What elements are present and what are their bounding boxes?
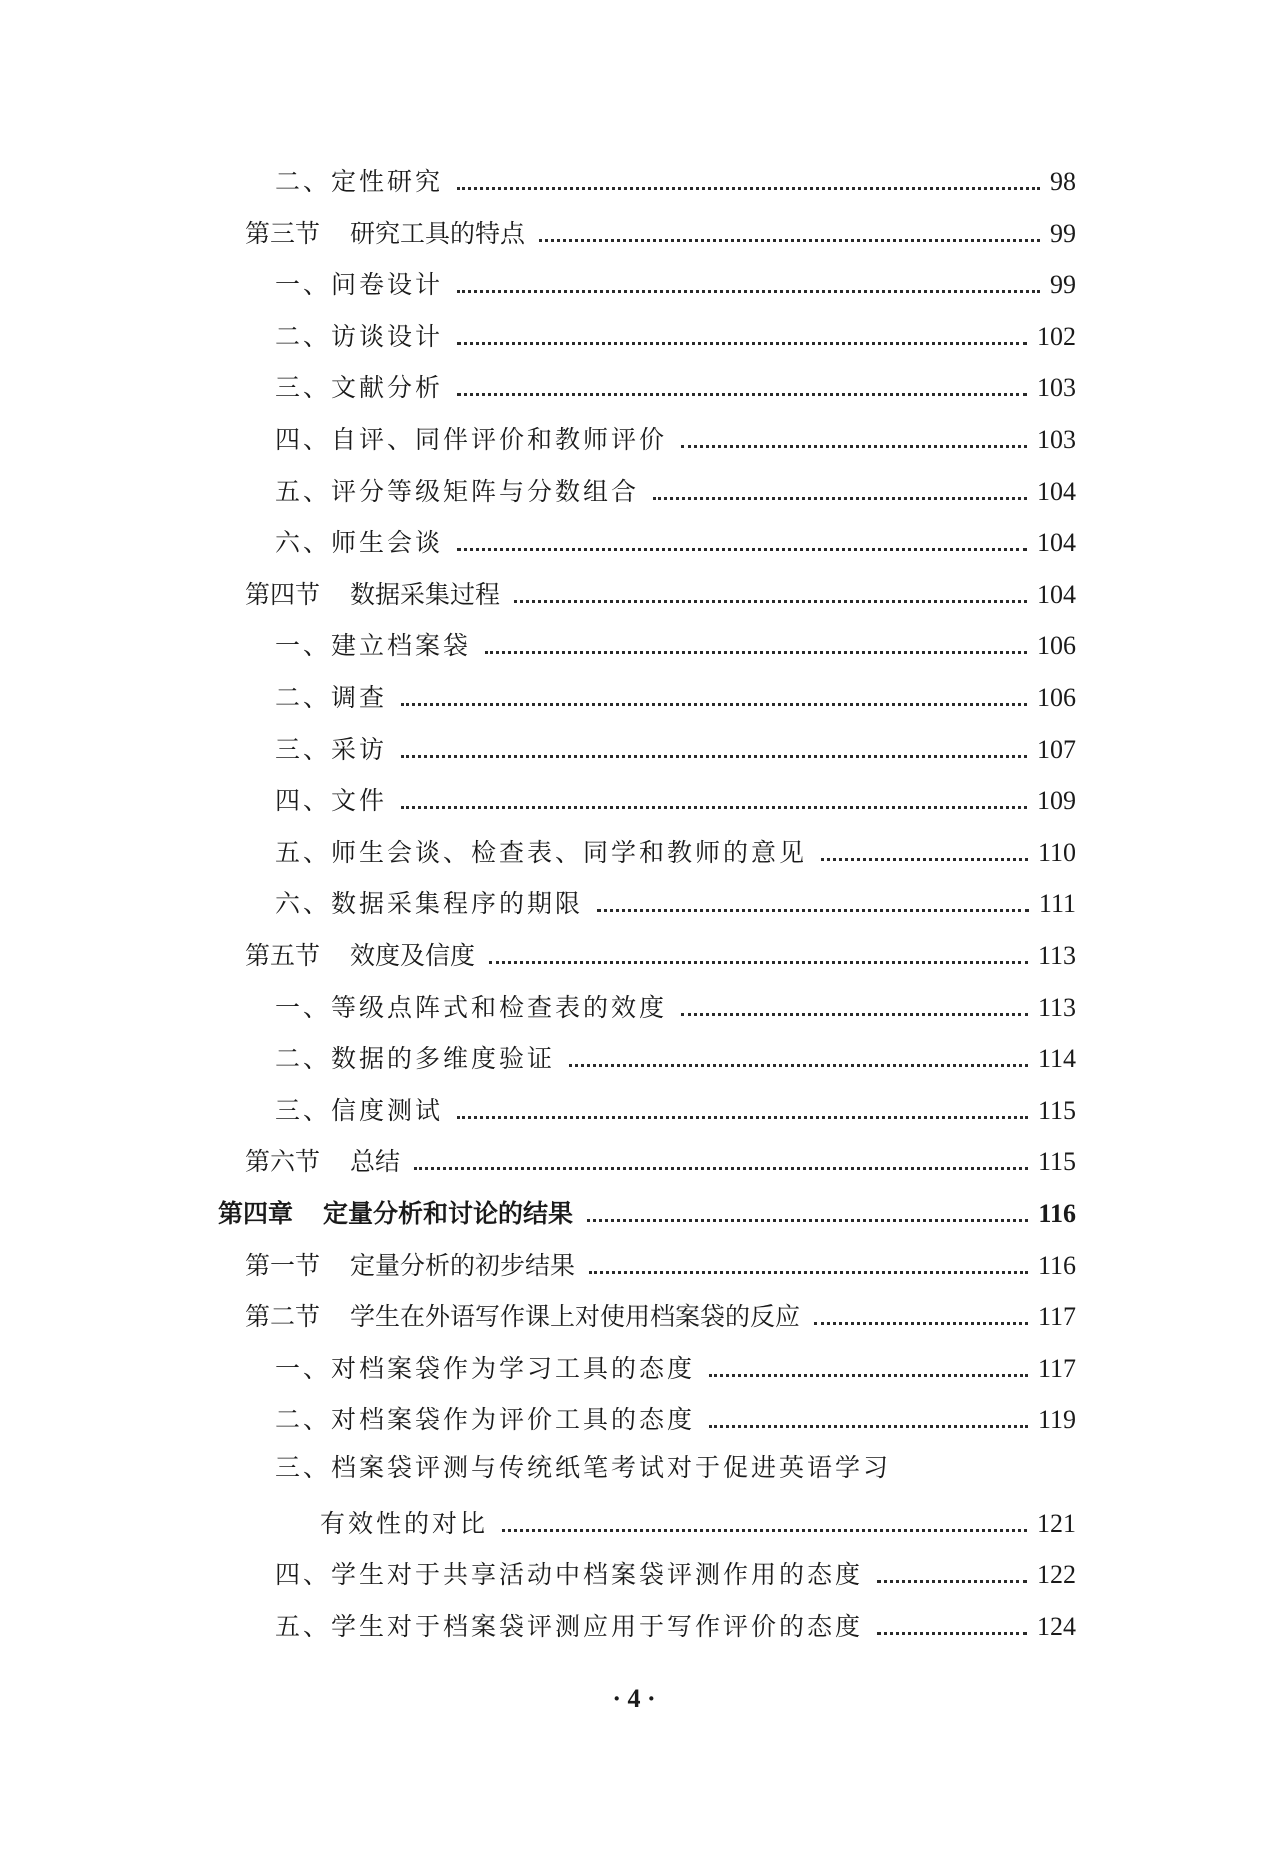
dot-leader [587,1219,1028,1222]
dot-leader [681,445,1027,448]
page-number: · 4 · [612,1684,656,1713]
toc-entry-item[interactable] [275,521,1076,561]
toc-entry-item[interactable] [275,1347,1076,1387]
toc-entry-number: 第五节 [245,941,321,970]
dot-leader [502,1529,1027,1532]
toc-entry-page: 117 [1037,1354,1076,1383]
dot-leader [681,1013,1028,1016]
dot-leader [539,239,1040,242]
toc-entry-label: 三、档案袋评测与传统纸笔考试对于促进英语学习 [275,1453,892,1482]
toc-entry-title: 总结 [350,1147,401,1176]
dot-leader [457,393,1027,396]
dot-leader [485,651,1027,654]
toc-entry-label: 一、问卷设计 [275,270,444,299]
toc-entry-page: 115 [1037,1147,1076,1176]
toc-entry-title: 定量分析和讨论的结果 [323,1199,574,1228]
dot-leader [457,187,1040,190]
dot-leader [401,755,1027,758]
dot-leader [569,1064,1028,1067]
toc-entry-item[interactable] [275,676,1076,716]
dot-leader [877,1632,1027,1635]
toc-entry-page: 116 [1038,1199,1076,1228]
toc-entry-heading [245,1144,400,1180]
toc-entry-page: 107 [1037,735,1076,764]
toc-entry-page: 113 [1037,941,1076,970]
toc-entry-label: 三、采访 [275,735,388,764]
toc-entry-label: 一、建立档案袋 [275,631,472,660]
toc-entry-item[interactable] [275,986,1076,1026]
toc-entry-page: 116 [1037,1251,1076,1280]
toc-entry-title: 效度及信度 [350,941,476,970]
toc-entry-label: 三、信度测试 [275,1096,444,1125]
toc-entry-page: 104 [1037,528,1076,557]
toc-entry-page: 122 [1037,1560,1076,1589]
toc-entry-section[interactable] [245,1244,1076,1284]
dot-leader [877,1580,1027,1583]
toc-entry-page: 106 [1037,683,1076,712]
dot-leader [597,909,1029,912]
toc-entry-heading [245,938,475,974]
toc-entry-heading [245,577,500,613]
toc-entry-item[interactable] [275,366,1076,406]
dot-leader [653,497,1027,500]
toc-entry-page: 106 [1037,631,1076,660]
toc-entry-label: 五、师生会谈、检查表、同学和教师的意见 [275,838,808,867]
toc-entry-section[interactable] [245,934,1076,974]
toc-entry-label: 二、对档案袋作为评价工具的态度 [275,1405,696,1434]
toc-entry-item[interactable] [275,315,1076,355]
toc-entry-label: 二、定性研究 [275,167,444,196]
dot-leader [514,600,1027,603]
dot-leader [589,1271,1028,1274]
toc-entry-heading [245,1299,800,1335]
toc-entry-item[interactable] [275,1089,1076,1129]
toc-entry-page: 104 [1037,580,1076,609]
toc-entry-item[interactable] [275,624,1076,664]
toc-entry-item[interactable] [275,418,1076,458]
toc-entry-page: 119 [1037,1405,1076,1434]
dot-leader [457,342,1027,345]
toc-entry-item[interactable] [275,882,1076,922]
toc-entry-number: 第四节 [245,580,321,609]
dot-leader [709,1374,1028,1377]
dot-leader [414,1167,1028,1170]
toc-entry-chapter[interactable] [218,1192,1076,1232]
toc-entry-title: 数据采集过程 [350,580,501,609]
toc-entry-number: 第三节 [245,219,321,248]
toc-entry-page: 104 [1037,477,1076,506]
toc-entry-label: 四、自评、同伴评价和教师评价 [275,425,668,454]
toc-entry-heading [245,1248,575,1284]
toc-entry-item[interactable] [275,779,1076,819]
toc-entry-item[interactable] [275,728,1076,768]
toc-entry-label: 四、学生对于共享活动中档案袋评测作用的态度 [275,1560,864,1589]
toc-entry-number: 第六节 [245,1147,321,1176]
toc-entry-title: 学生在外语写作课上对使用档案袋的反应 [350,1302,801,1331]
dot-leader [821,858,1028,861]
toc-entry-page: 103 [1037,373,1076,402]
toc-entry-label: 五、评分等级矩阵与分数组合 [275,477,640,506]
toc-entry-item[interactable] [275,1553,1076,1593]
toc-entry-page: 102 [1037,322,1076,351]
dot-leader [814,1322,1028,1325]
toc-entry-item[interactable] [275,160,1076,200]
toc-entry-page: 124 [1037,1612,1076,1641]
toc-entry-item[interactable] [275,263,1076,303]
toc-entry-label: 有效性的对比 [320,1509,489,1538]
toc-entry-label: 一、等级点阵式和检查表的效度 [275,993,668,1022]
toc-entry-label: 二、访谈设计 [275,322,444,351]
toc-entry-heading [245,216,525,252]
toc-entry-section[interactable] [245,1295,1076,1335]
toc-entry-cont[interactable] [320,1502,1076,1542]
dot-leader [457,290,1040,293]
dot-leader [709,1425,1028,1428]
toc-entry-page: 109 [1037,786,1076,815]
toc-entry-label: 一、对档案袋作为学习工具的态度 [275,1354,696,1383]
dot-leader [457,1116,1028,1119]
toc-entry-section[interactable] [245,1140,1076,1180]
toc-entry-page: 98 [1050,167,1076,196]
toc-entry-page: 110 [1037,838,1076,867]
toc-entry-number: 第二节 [245,1302,321,1331]
toc-entry-number: 第一节 [245,1251,321,1280]
toc-entry-page: 113 [1037,993,1076,1022]
toc-entry-number: 第四章 [218,1199,294,1228]
toc-entry-section[interactable] [245,212,1076,252]
toc-entry-page: 121 [1037,1509,1076,1538]
dot-leader [401,703,1027,706]
toc-entry-page: 111 [1038,889,1076,918]
toc-entry-item[interactable] [275,470,1076,510]
toc-entry-label: 五、学生对于档案袋评测应用于写作评价的态度 [275,1612,864,1641]
dot-leader [489,961,1028,964]
toc-entry-item[interactable] [275,1605,1076,1645]
toc-entry-title: 研究工具的特点 [350,219,526,248]
dot-leader [457,548,1027,551]
toc-entry-item[interactable] [275,1398,1076,1438]
toc-entry-label: 六、师生会谈 [275,528,444,557]
toc-entry-section[interactable] [245,573,1076,613]
toc-entry-page: 115 [1037,1096,1076,1125]
toc-entry-item[interactable] [275,1037,1076,1077]
toc-entry-page: 114 [1037,1044,1076,1073]
toc-entry-label: 二、数据的多维度验证 [275,1044,556,1073]
toc-entry-page: 99 [1050,219,1076,248]
dot-leader [401,806,1027,809]
toc-entry-label: 三、文献分析 [275,373,444,402]
toc-entry-label: 六、数据采集程序的期限 [275,889,584,918]
toc-entry-page: 117 [1037,1302,1076,1331]
toc-entry-page: 103 [1037,425,1076,454]
toc-entry-page: 99 [1050,270,1076,299]
toc-entry-title: 定量分析的初步结果 [350,1251,576,1280]
toc-entry-label: 二、调查 [275,683,388,712]
toc-entry-item[interactable] [275,831,1076,871]
toc-entry-label: 四、文件 [275,786,388,815]
toc-entry-heading [218,1196,573,1232]
